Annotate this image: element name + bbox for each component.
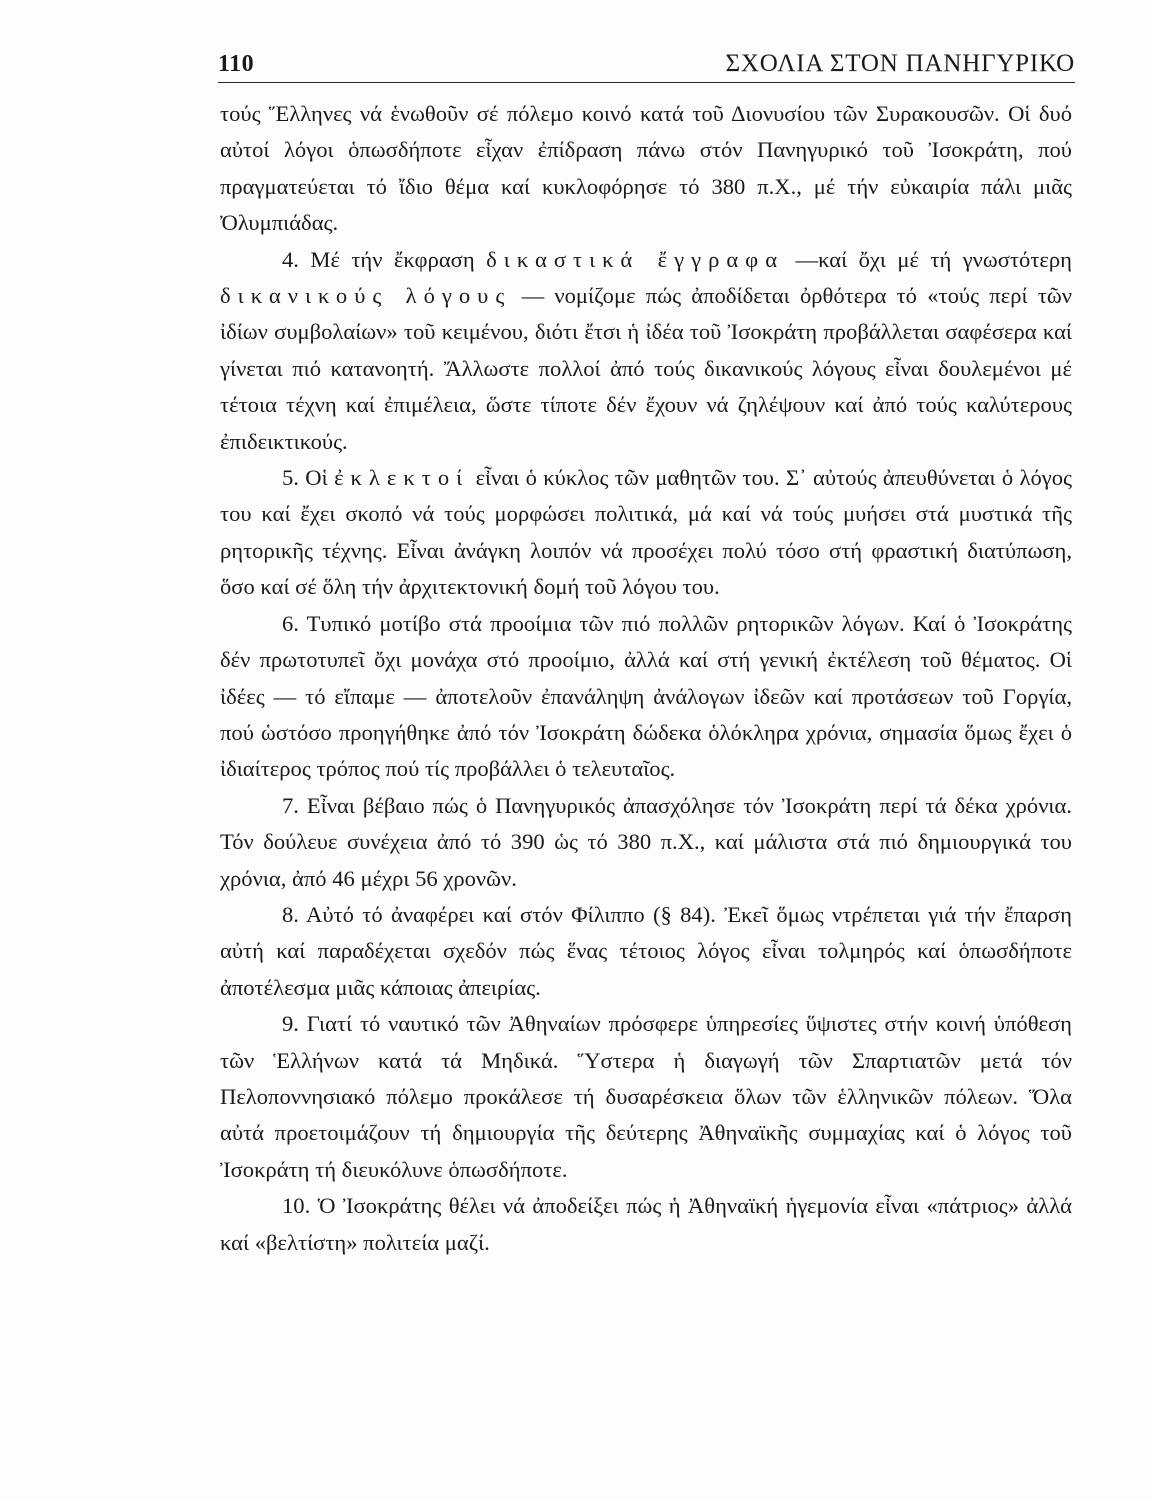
running-title: ΣΧΟΛΙΑ ΣΤΟΝ ΠΑΝΗΓΥΡΙΚΟ (725, 50, 1075, 77)
note-4-spaced-term-1: δικαστικά ἔγγραφα (486, 246, 785, 272)
note-10: 10. Ὁ Ἰσοκράτης θέλει νά ἀποδείξει πώς ἡ Ἀθηναϊκή ἡγεμονία εἶναι «πάτριος» ἀλλά καί «βελτίστη» πολιτεία μαζί. (220, 1193, 1072, 1255)
note-6: 6. Τυπικό μοτίβο στά προοίμια τῶν πιό πολλῶν ρητορικῶν λόγων. Καί ὁ Ἰσοκράτης δέν πρωτοτυπεῖ ὄχι μονάχα στό προοίμιο, ἀλλά καί στή γενική ἐκτέλεση τοῦ θέματος. Οἱ ἰδέες — τό εἴπαμε — ἀποτελοῦν ἐπανάληψη ἀνάλογων ἰδεῶν καί προτάσεων τοῦ Γοργία, πού ὡστόσο προηγήθηκε ἀπό τόν Ἰσοκράτη δώδεκα ὁλόκληρα χρόνια, σημασία ὅμως ἔχει ὁ ἰδιαίτερος τρόπος πού τίς προβάλλει ὁ τελευταῖος. (220, 610, 1072, 782)
running-head (218, 44, 1075, 78)
header-rule (218, 82, 1075, 83)
note-3-continuation: τούς Ἕλληνες νά ἑνωθοῦν σέ πόλεμο κοινό κατά τοῦ Διονυσίου τῶν Συρακουσῶν. Οἱ δυό αὐτοί λόγοι ὁπωσδήποτε εἶχαν ἐπίδραση πάνω στόν Πανηγυρικό τοῦ Ἰσοκράτη, πού πραγματεύεται τό ἴδιο θέμα καί κυκλοφόρησε τό 380 π.Χ., μέ τήν εὐκαιρία πάλι μιᾶς Ὀλυμπιάδας. (220, 101, 1072, 236)
notes-body (220, 96, 1072, 1261)
note-4-part-e: — νομίζομε πώς ἀποδίδεται ὀρθότερα τό «τούς περί τῶν ἰδίων συμβολαίων» τοῦ κειμένου, διότι ἔτσι ἡ ἰδέα τοῦ Ἰσοκράτη προβάλλεται σαφέσερα καί γίνεται πιό κατανοητή. Ἄλλωστε πολλοί ἀπό τούς δικανικούς λόγους εἶναι δουλεμένοι μέ τέτοια τέχνη καί ἐπιμέλεια, ὥστε τίποτε δέν ἔχουν νά ζηλέψουν καί ἀπό τούς καλύτερους ἐπιδεικτικούς. (220, 283, 1072, 454)
note-5 (220, 460, 1072, 606)
note-8: 8. Αὐτό τό ἀναφέρει καί στόν Φίλιππο (§ 84). Ἐκεῖ ὅμως ντρέπεται γιά τήν ἔπαρση αὐτή καί παραδέχεται σχεδόν πώς ἕνας τέτοιος λόγος εἶναι τολμηρός καί ὁπωσδήποτε ἀποτέλεσμα μιᾶς κάποιας ἀπειρίας. (220, 901, 1072, 1000)
page-number: 110 (218, 51, 255, 77)
note-4-part-a: 4. Μέ τήν ἔκφραση (282, 246, 487, 272)
note-4-part-c: —καί ὄχι μέ τή γνωστότερη (784, 246, 1072, 272)
note-5-part-c: εἶναι ὁ κύκλος τῶν μαθητῶν του. Σ᾽ αὐτούς ἀπευθύνεται ὁ λόγος του καί ἔχει σκοπό νά τούς μορφώσει πολιτικά, μά καί νά τούς μυήσει στά μυστικά τῆς ρητορικῆς τέχνης. Εἶναι ἀνάγκη λοιπόν νά προσέχει πολύ τόσο στή φραστική διατύπωση, ὅσο καί σέ ὅλη τήν ἀρχιτεκτονική δομή τοῦ λόγου του. (220, 465, 1073, 600)
note-4-spaced-term-2: δικανικούς λόγους (220, 283, 512, 309)
note-7: 7. Εἶναι βέβαιο πώς ὁ Πανηγυρικός ἀπασχόλησε τόν Ἰσοκράτη περί τά δέκα χρόνια. Τόν δούλευε συνέχεια ἀπό τό 390 ὡς τό 380 π.Χ., καί μάλιστα στά πιό δημιουργικά του χρόνια, ἀπό 46 μέχρι 56 χρονῶν. (220, 792, 1072, 891)
note-5-spaced-term: ἐκλεκτοί (334, 465, 470, 491)
note-9: 9. Γιατί τό ναυτικό τῶν Ἀθηναίων πρόσφερε ὑπηρεσίες ὕψιστες στήν κοινή ὑπόθεση τῶν Ἑλλήνων κατά τά Μηδικά. Ὕστερα ἡ διαγωγή τῶν Σπαρτιατῶν μετά τόν Πελοποννησιακό πόλεμο προκάλεσε τή δυσαρέσκεια ὅλων τῶν ἑλληνικῶν πόλεων. Ὅλα αὐτά προετοιμάζουν τή δημιουργία τῆς δεύτερης Ἀθηναϊκῆς συμμαχίας καί ὁ λόγος τοῦ Ἰσοκράτη τή διευκόλυνε ὁπωσδήποτε. (220, 1011, 1072, 1182)
note-5-part-a: 5. Οἱ (282, 465, 335, 491)
note-4 (220, 242, 1072, 460)
